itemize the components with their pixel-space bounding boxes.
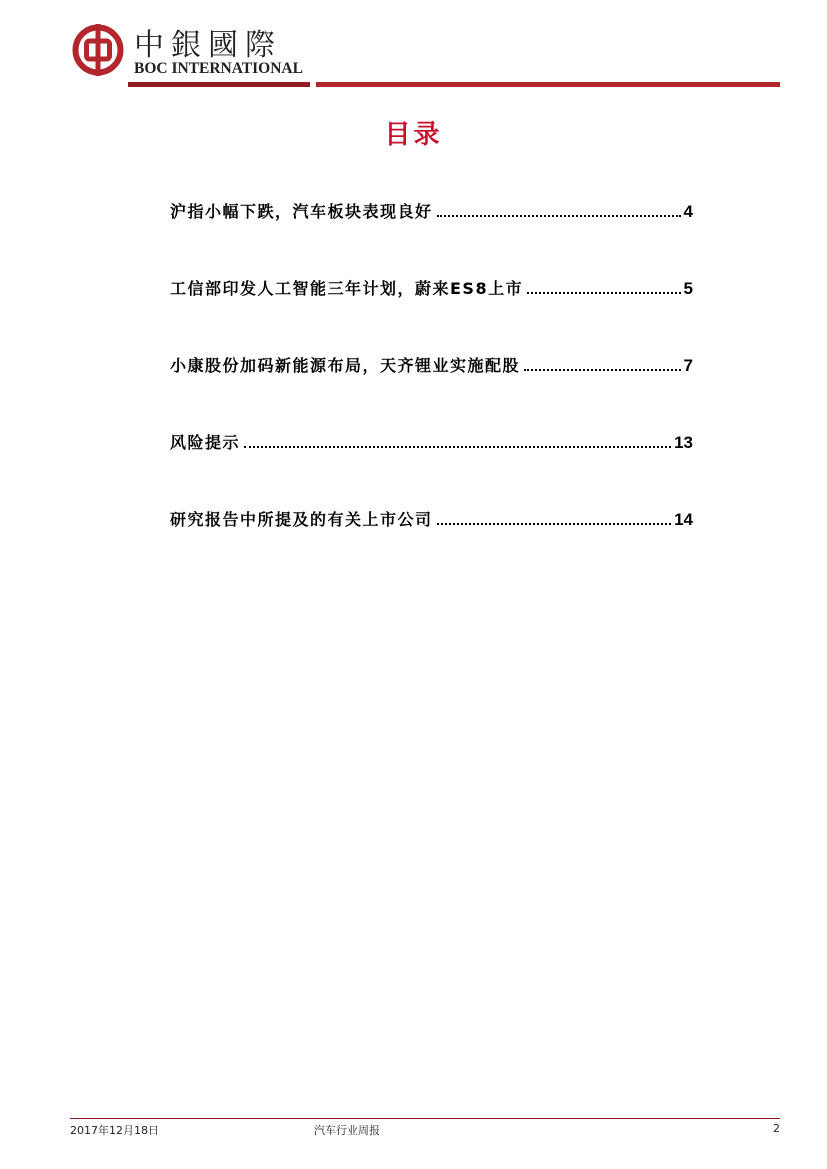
toc-entry-page: 13 bbox=[674, 433, 693, 452]
footer-report-title: 汽车行业周报 bbox=[314, 1124, 380, 1137]
toc-entry-text: 小康股份加码新能源布局，天齐锂业实施配股 bbox=[170, 356, 521, 375]
toc-entry-text: 工信部印发人工智能三年计划，蔚来ES8上市 bbox=[170, 279, 524, 298]
logo-chinese-name: 中銀國際 bbox=[134, 28, 282, 63]
toc-leader-dots bbox=[524, 369, 681, 371]
logo-english-name: BOC INTERNATIONAL bbox=[134, 60, 303, 77]
toc-entry-text: 风险提示 bbox=[170, 433, 241, 452]
toc-entry[interactable] bbox=[170, 273, 693, 299]
toc-leader-dots bbox=[527, 292, 680, 294]
toc-entry[interactable] bbox=[170, 427, 693, 453]
toc-title: 目录 bbox=[384, 120, 443, 150]
toc-leader-dots bbox=[244, 446, 671, 448]
footer-page-number: 2 bbox=[773, 1122, 780, 1135]
toc-entry[interactable] bbox=[170, 350, 693, 376]
toc-entry[interactable] bbox=[170, 504, 693, 530]
boc-international-logo bbox=[72, 20, 312, 82]
toc-entry-page: 5 bbox=[683, 279, 693, 298]
toc-entry-page: 14 bbox=[674, 510, 693, 529]
toc-entry-page: 7 bbox=[683, 356, 693, 375]
toc-entry[interactable] bbox=[170, 196, 693, 222]
toc-leader-dots bbox=[437, 523, 672, 525]
footer-date: 2017年12月18日 bbox=[70, 1124, 159, 1137]
footer-rule bbox=[70, 1118, 780, 1119]
toc-entry-text: 沪指小幅下跌，汽车板块表现良好 bbox=[170, 202, 433, 221]
toc-entry-text: 研究报告中所提及的有关上市公司 bbox=[170, 510, 433, 529]
toc-entry-page: 4 bbox=[683, 202, 693, 221]
toc-leader-dots bbox=[437, 215, 681, 217]
bank-of-china-logo-icon bbox=[72, 24, 124, 76]
header-rule-dark bbox=[128, 82, 310, 87]
header-rule bbox=[316, 82, 780, 87]
